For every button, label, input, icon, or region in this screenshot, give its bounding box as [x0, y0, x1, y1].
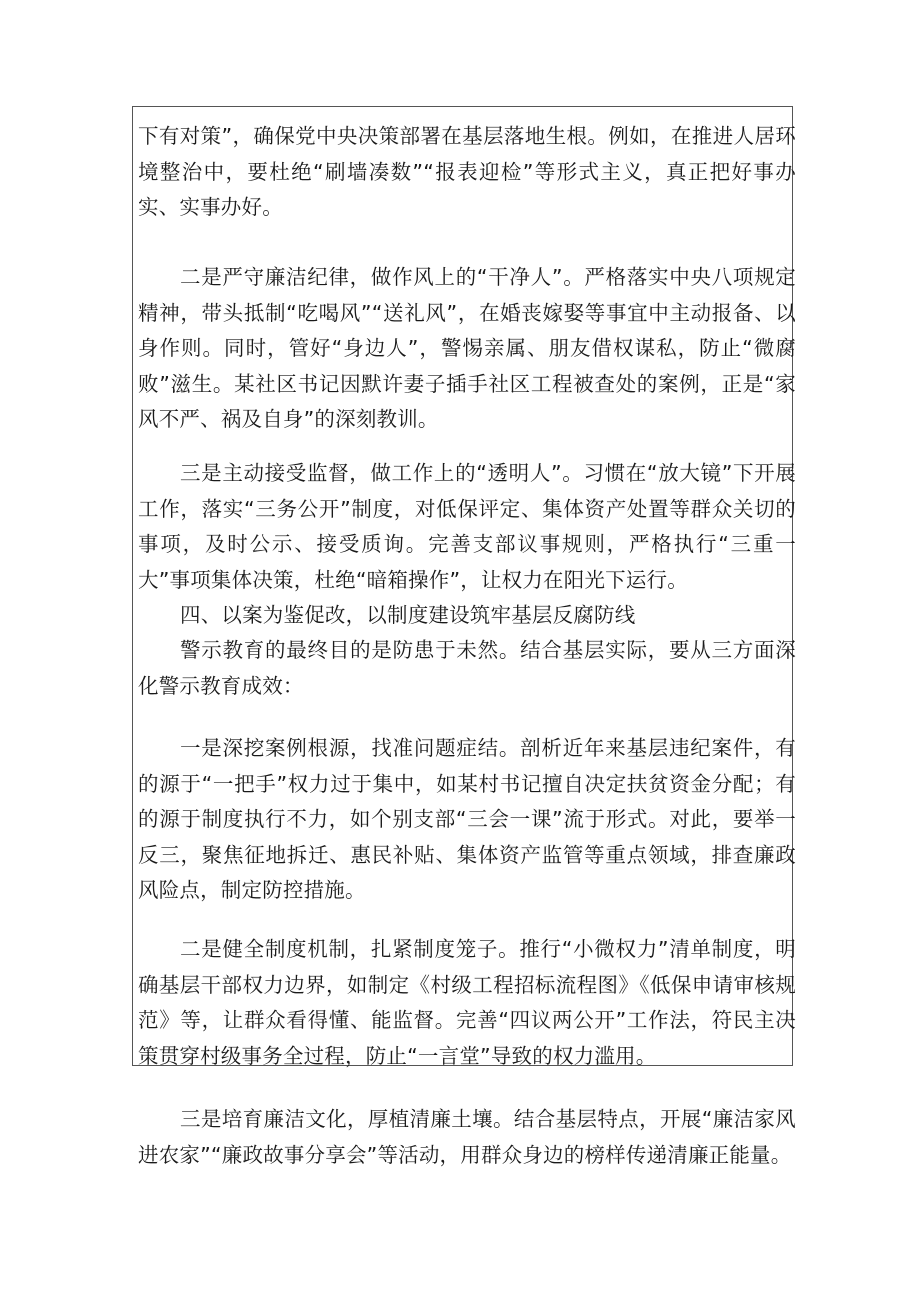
paragraph-case-roots: 一是深挖案例根源，找准问题症结。剖析近年来基层违纪案件，有的源于“一把手”权力过于集中，如某村书记擅自决定扶贫资金分配；有的源于制度执行不力，如个别支部“三会一课”流于形式。对此，要举一反三，聚焦征地拆迁、惠民补贴、集体资产监管等重点领域，排查廉政风险点，制定防控措施。	[138, 736, 796, 902]
paragraph-accept-supervision: 三是主动接受监督，做工作上的“透明人”。习惯在“放大镜”下开展工作，落实“三务公开”制度，对低保评定、集体资产处置等群众关切的事项，及时公示、接受质询。完善支部议事规则，严格执行“三重一大”事项集体决策，杜绝“暗箱操作”，让权力在阳光下运行。	[138, 461, 796, 592]
section-heading-four: 四、以案为鉴促改，以制度建设筑牢基层反腐防线	[180, 603, 636, 627]
paragraph-continuation: 下有对策”，确保党中央决策部署在基层落地生根。例如，在推进人居环境整治中，要杜绝“刷墙凑数”“报表迎检”等形式主义，真正把好事办实、实事办好。	[138, 124, 796, 219]
paragraph-integrity-discipline: 二是严守廉洁纪律，做作风上的“干净人”。严格落实中央八项规定精神，带头抵制“吃喝风”“送礼风”，在婚丧嫁娶等事宜中主动报备、以身作则。同时，管好“身边人”，警惕亲属、朋友借权谋私，防止“微腐败”滋生。某社区书记因默许妻子插手社区工程被查处的案例，正是“家风不严、祸及自身”的深刻教训。	[138, 265, 796, 431]
paragraph-integrity-culture: 三是培育廉洁文化，厚植清廉土壤。结合基层特点，开展“廉洁家风进农家”“廉政故事分享会”等活动，用群众身边的榜样传递清廉正能量。	[138, 1107, 796, 1167]
paragraph-warning-education: 警示教育的最终目的是防患于未然。结合基层实际，要从三方面深化警示教育成效：	[138, 638, 796, 698]
paragraph-institution-mechanism: 二是健全制度机制，扎紧制度笼子。推行“小微权力”清单制度，明确基层干部权力边界，如制定《村级工程招标流程图》《低保申请审核规范》等，让群众看得懂、能监督。完善“四议两公开”工作法，符民主决策贯穿村级事务全过程，防止“一言堂”导致的权力滥用。	[138, 937, 796, 1068]
